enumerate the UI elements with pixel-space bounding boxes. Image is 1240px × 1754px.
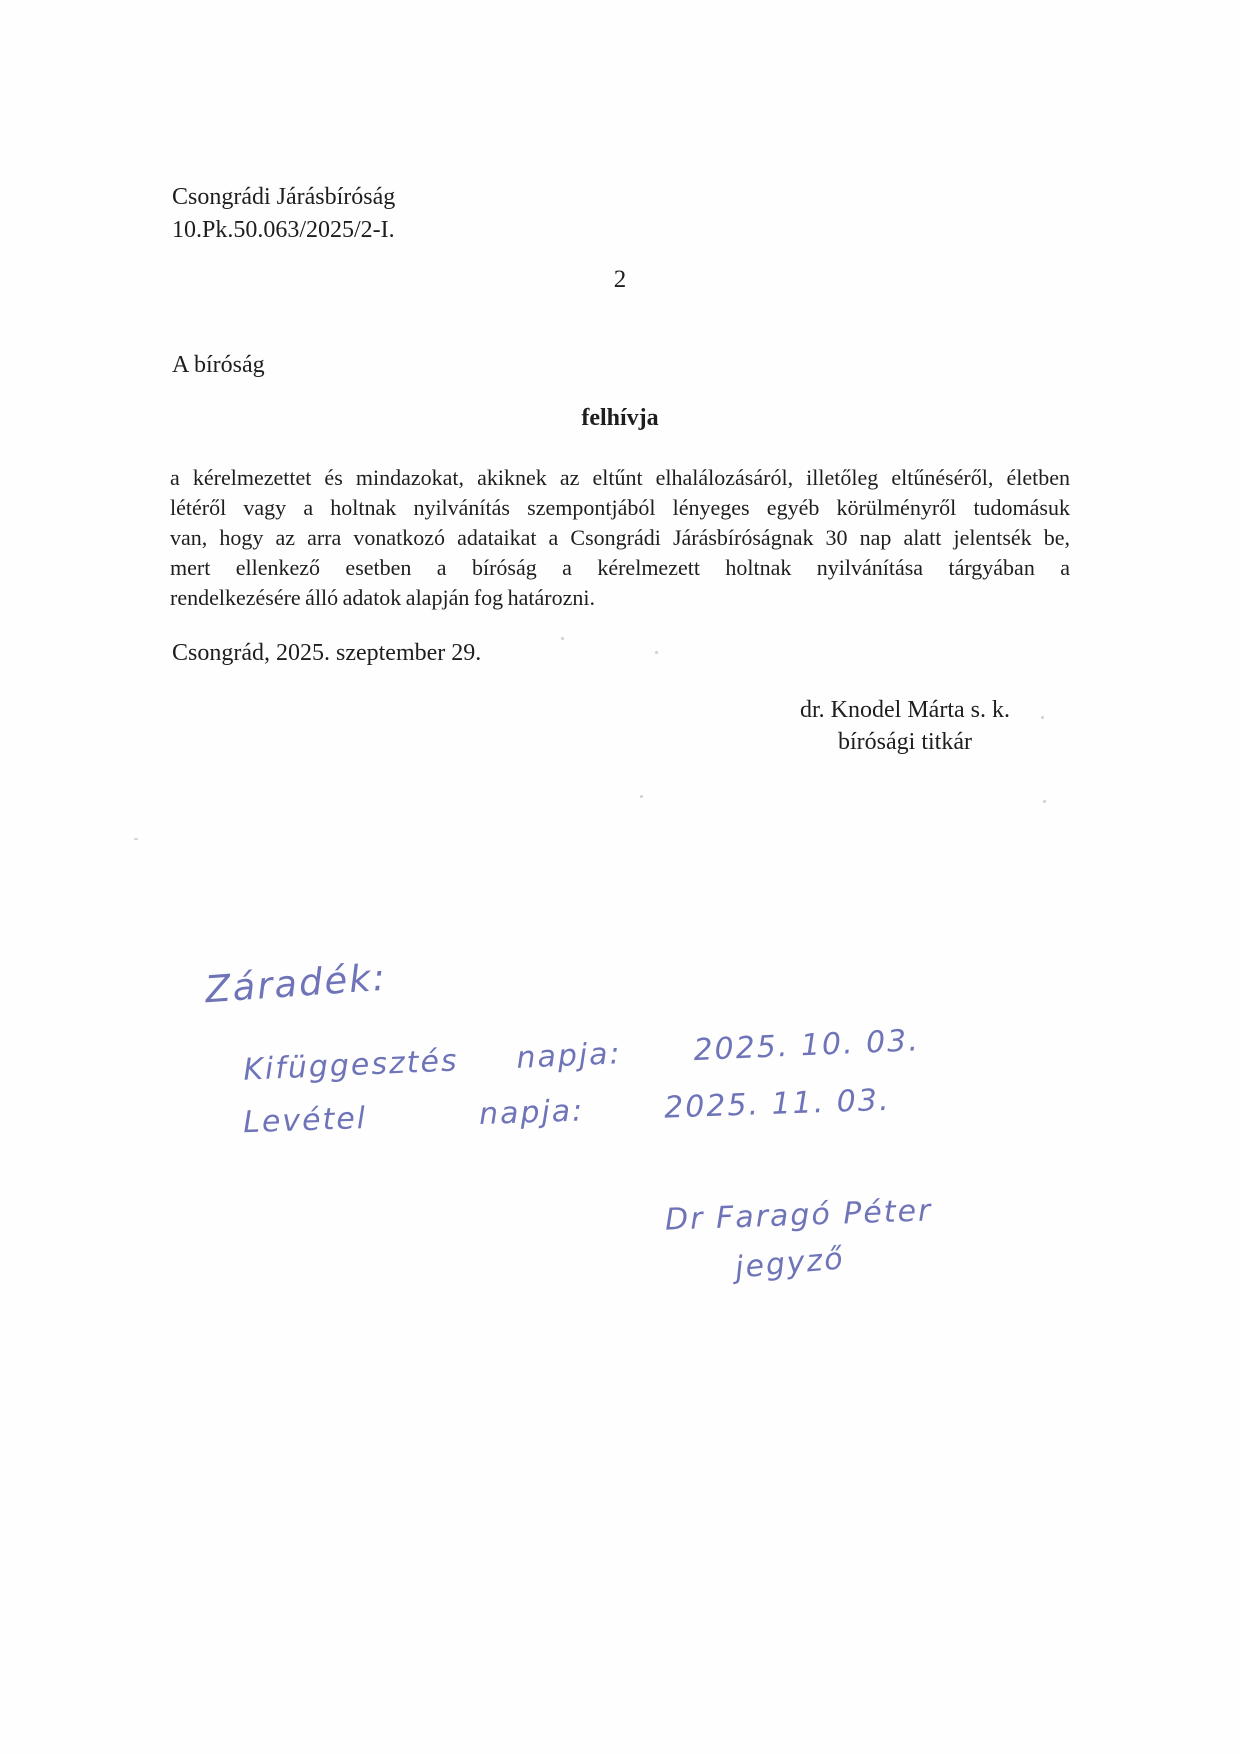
paragraph-line: mert ellenkező esetben a bíróság a kérelmezett holtnak nyilvánítása tárgyában a [170, 555, 1070, 580]
handwritten-posting-label2: napja: [515, 1036, 623, 1076]
signer-title: bírósági titkár [838, 729, 972, 755]
signer-name: dr. Knodel Márta s. k. [800, 697, 1010, 723]
paragraph-line: létéről vagy a holtnak nyilvánítás szempontjából lényeges egyéb körülményről tudomásuk [170, 495, 1070, 520]
court-name: Csongrádi Járásbíróság [172, 184, 396, 210]
handwritten-posting-date: 2025. 10. 03. [692, 1023, 921, 1069]
handwritten-signature-name: Dr Faragó Péter [664, 1193, 933, 1238]
paragraph-line: rendelkezésére álló adatok alapján fog határozni. [170, 585, 595, 610]
handwritten-signature-role: jegyző [733, 1241, 847, 1286]
scan-speck [1043, 800, 1046, 803]
page-number: 2 [613, 266, 627, 293]
scan-speck [1041, 716, 1044, 719]
body-paragraph [170, 463, 1070, 613]
scan-speck [655, 651, 658, 654]
handwritten-zaradek-heading: Záradék: [203, 955, 389, 1012]
date-place-line: Csongrád, 2025. szeptember 29. [172, 640, 482, 666]
scan-speck [134, 838, 138, 840]
case-number: 10.Pk.50.063/2025/2-I. [172, 217, 395, 243]
scan-speck [561, 637, 564, 640]
document-header [172, 181, 395, 247]
intro-line: A bíróság [172, 352, 265, 378]
handwritten-posting-date-row [243, 1023, 921, 1087]
emphasis-word: felhívja [581, 405, 659, 431]
paragraph-line: van, hogy az arra vonatkozó adataikat a Csongrádi Járásbíróságnak 30 nap alatt jelentsék be, [170, 525, 1070, 550]
handwritten-removal-label2: napja: [478, 1093, 585, 1133]
handwritten-posting-label: Kifüggesztés [242, 1043, 460, 1088]
handwritten-removal-label: Levétel [242, 1100, 368, 1141]
paragraph-line: a kérelmezettet és mindazokat, akiknek az eltűnt elhalálozásáról, illetőleg eltűnéséről, életben [170, 465, 1070, 490]
scan-speck [640, 795, 643, 798]
handwritten-removal-date-row [243, 1083, 891, 1141]
handwritten-removal-date: 2025. 11. 03. [663, 1082, 892, 1126]
printed-signature-block [725, 694, 1085, 758]
